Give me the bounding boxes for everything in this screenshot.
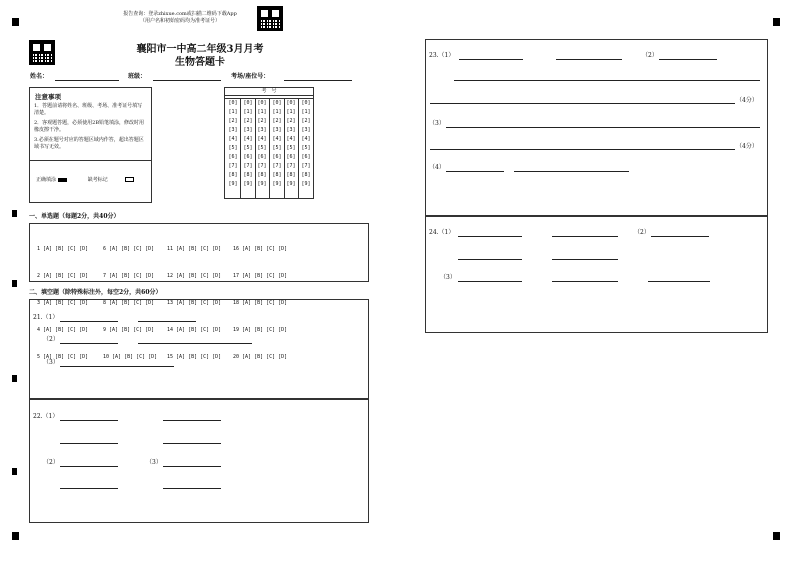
mc-row[interactable]: 14 [A] [B] [C] [D] xyxy=(167,327,222,333)
mc-row[interactable]: 19 [A] [B] [C] [D] xyxy=(233,327,288,333)
exam-digit-bubble[interactable]: [4] xyxy=(257,136,267,142)
missing-mark-checkbox[interactable] xyxy=(125,177,134,182)
exam-digit-bubble[interactable]: [6] xyxy=(286,154,296,160)
exam-digit-bubble[interactable]: [2] xyxy=(243,118,253,124)
registration-mark xyxy=(773,532,780,540)
q23-score: （4分） xyxy=(736,143,758,150)
notes-box xyxy=(29,87,152,203)
answer-line[interactable] xyxy=(552,236,618,237)
qr-code-icon xyxy=(29,40,55,65)
exam-digit-column xyxy=(270,99,284,189)
exam-digit-bubble[interactable]: [4] xyxy=(301,136,311,142)
timing-mark xyxy=(12,468,17,475)
registration-mark xyxy=(773,18,780,26)
answer-line[interactable] xyxy=(552,259,618,260)
exam-digit-bubble[interactable]: [5] xyxy=(243,145,253,151)
room-seat-label: 考场/座位号： xyxy=(231,73,270,80)
exam-digit-column xyxy=(241,99,255,189)
exam-digit-bubble[interactable]: [4] xyxy=(272,136,282,142)
exam-digit-bubble[interactable]: [3] xyxy=(257,127,267,133)
exam-digit-bubble[interactable]: [9] xyxy=(243,181,253,187)
exam-digit-bubble[interactable]: [0] xyxy=(243,100,253,106)
answer-line[interactable] xyxy=(651,236,709,237)
registration-mark xyxy=(12,18,19,26)
answer-line[interactable] xyxy=(514,171,629,172)
exam-digit-bubble[interactable]: [1] xyxy=(228,109,238,115)
exam-digit-bubble[interactable]: [6] xyxy=(228,154,238,160)
room-seat-field[interactable] xyxy=(284,80,352,81)
exam-digit-bubble[interactable]: [7] xyxy=(272,163,282,169)
exam-digit-bubble[interactable]: [9] xyxy=(286,181,296,187)
page-subtitle: 生物答题卡 xyxy=(175,57,225,68)
exam-number-header: 考 号 xyxy=(225,88,313,96)
q23-part2-label: （2） xyxy=(642,52,658,59)
exam-digit-bubble[interactable]: [0] xyxy=(272,100,282,106)
answer-line[interactable] xyxy=(556,59,622,60)
exam-digit-bubble[interactable]: [7] xyxy=(286,163,296,169)
qr-code-icon[interactable] xyxy=(257,6,283,31)
mc-row[interactable]: 11 [A] [B] [C] [D] xyxy=(167,246,222,252)
exam-digit-bubble[interactable]: [1] xyxy=(286,109,296,115)
exam-digit-bubble[interactable]: [8] xyxy=(243,172,253,178)
exam-digit-bubble[interactable]: [5] xyxy=(272,145,282,151)
q22-part3-label: （3） xyxy=(146,459,162,466)
exam-digit-bubble[interactable]: [3] xyxy=(228,127,238,133)
exam-digit-bubble[interactable]: [9] xyxy=(301,181,311,187)
name-label: 姓名： xyxy=(30,73,49,80)
mc-row[interactable]: 10 [A] [B] [C] [D] xyxy=(103,354,158,360)
answer-line[interactable] xyxy=(446,171,504,172)
exam-digit-column xyxy=(255,99,269,189)
q23-part3-label: （3） xyxy=(429,120,445,127)
answer-line[interactable] xyxy=(458,259,522,260)
exam-digit-column xyxy=(299,99,313,189)
mc-row[interactable]: 12 [A] [B] [C] [D] xyxy=(167,273,222,279)
q21-answer-box xyxy=(29,299,369,399)
notes-item: 3.必须在题号对应的答题区域内作答，超出答题区域书写无效。 xyxy=(34,137,144,150)
answer-line[interactable] xyxy=(659,59,717,60)
exam-digit-bubble[interactable]: [3] xyxy=(272,127,282,133)
exam-digit-bubble[interactable]: [4] xyxy=(286,136,296,142)
correct-fill-label: 正确填涂 xyxy=(36,177,57,183)
q23-part4-label: （4） xyxy=(429,164,445,171)
exam-digit-bubble[interactable]: [1] xyxy=(301,109,311,115)
class-label: 班级： xyxy=(128,73,147,80)
exam-digit-bubble[interactable]: [9] xyxy=(272,181,282,187)
mc-row[interactable]: 5 [A] [B] [C] [D] xyxy=(37,354,89,360)
q22-part2-label: （2） xyxy=(43,459,59,466)
q21-part2-label: （2） xyxy=(43,336,59,343)
exam-digit-bubble[interactable]: [4] xyxy=(243,136,253,142)
q21-part3-label: （3） xyxy=(43,359,59,366)
q21-label: 21.（1） xyxy=(33,314,59,321)
page-title: 襄阳市一中高二年级3月月考 xyxy=(136,44,264,55)
answer-line[interactable] xyxy=(138,343,252,344)
exam-digit-bubble[interactable]: [3] xyxy=(243,127,253,133)
q24-answer-box xyxy=(425,216,768,333)
exam-digit-bubble[interactable]: [1] xyxy=(257,109,267,115)
exam-digit-bubble[interactable]: [2] xyxy=(272,118,282,124)
answer-line[interactable] xyxy=(458,236,522,237)
exam-digit-bubble[interactable]: [0] xyxy=(228,100,238,106)
mc-row[interactable]: 8 [A] [B] [C] [D] xyxy=(103,300,155,306)
exam-digit-bubble[interactable]: [5] xyxy=(257,145,267,151)
report-notice: 报告查询：登录zhixue.com或扫描二维码下载App （用户名和初始密码均为准考证号） xyxy=(123,11,237,24)
exam-digit-column xyxy=(226,99,240,189)
exam-digit-bubble[interactable]: [8] xyxy=(272,172,282,178)
exam-digit-bubble[interactable]: [2] xyxy=(301,118,311,124)
mc-row[interactable]: 13 [A] [B] [C] [D] xyxy=(167,300,222,306)
exam-digit-bubble[interactable]: [8] xyxy=(257,172,267,178)
exam-digit-bubble[interactable]: [7] xyxy=(228,163,238,169)
answer-line[interactable] xyxy=(163,466,221,467)
exam-digit-bubble[interactable]: [7] xyxy=(301,163,311,169)
exam-digit-bubble[interactable]: [0] xyxy=(301,100,311,106)
answer-line[interactable] xyxy=(648,281,710,282)
answer-line[interactable] xyxy=(430,149,735,150)
exam-digit-bubble[interactable]: [6] xyxy=(301,154,311,160)
timing-mark xyxy=(12,280,17,287)
answer-line[interactable] xyxy=(458,281,522,282)
exam-digit-bubble[interactable]: [0] xyxy=(257,100,267,106)
answer-line[interactable] xyxy=(60,321,118,322)
exam-digit-bubble[interactable]: [5] xyxy=(301,145,311,151)
name-field[interactable] xyxy=(55,80,119,81)
answer-line[interactable] xyxy=(138,321,196,322)
timing-mark xyxy=(12,210,17,217)
registration-mark xyxy=(12,532,19,540)
answer-line[interactable] xyxy=(163,443,221,444)
exam-digit-bubble[interactable]: [8] xyxy=(286,172,296,178)
answer-line[interactable] xyxy=(60,343,118,344)
answer-line[interactable] xyxy=(60,488,118,489)
exam-digit-bubble[interactable]: [7] xyxy=(257,163,267,169)
exam-digit-bubble[interactable]: [6] xyxy=(272,154,282,160)
notes-title: 注意事项 xyxy=(35,93,61,101)
answer-line[interactable] xyxy=(60,443,118,444)
exam-digit-bubble[interactable]: [2] xyxy=(257,118,267,124)
exam-digit-bubble[interactable]: [5] xyxy=(228,145,238,151)
exam-digit-bubble[interactable]: [7] xyxy=(243,163,253,169)
answer-line[interactable] xyxy=(430,103,735,104)
exam-digit-bubble[interactable]: [6] xyxy=(243,154,253,160)
notes-item: 1．答题前请将姓名、班级、考场、准考证号填写清楚。 xyxy=(34,103,143,116)
exam-digit-bubble[interactable]: [3] xyxy=(301,127,311,133)
mc-row[interactable]: 3 [A] [B] [C] [D] xyxy=(37,300,89,306)
mc-row[interactable]: 16 [A] [B] [C] [D] xyxy=(233,246,288,252)
exam-digit-bubble[interactable]: [9] xyxy=(228,181,238,187)
answer-line[interactable] xyxy=(60,466,118,467)
mc-row[interactable]: 4 [A] [B] [C] [D] xyxy=(37,327,89,333)
q24-part3-label: （3） xyxy=(440,274,456,281)
q22-answer-box xyxy=(29,399,369,523)
q24-label: 24.（1） xyxy=(429,229,455,236)
answer-line[interactable] xyxy=(446,127,760,128)
exam-number-grid xyxy=(224,87,314,199)
q23-label: 23.（1） xyxy=(429,52,455,59)
exam-digit-bubble[interactable]: [2] xyxy=(228,118,238,124)
exam-digit-bubble[interactable]: [6] xyxy=(257,154,267,160)
mc-row[interactable]: 17 [A] [B] [C] [D] xyxy=(233,273,288,279)
q24-part2-label: （2） xyxy=(634,229,650,236)
answer-line[interactable] xyxy=(552,281,618,282)
notes-list xyxy=(34,103,146,151)
missing-label: 缺考标记 xyxy=(87,177,108,183)
exam-digit-bubble[interactable]: [1] xyxy=(243,109,253,115)
exam-digit-bubble[interactable]: [8] xyxy=(301,172,311,178)
exam-digit-bubble[interactable]: [3] xyxy=(286,127,296,133)
q23-score: （4分） xyxy=(736,97,758,104)
mc-row[interactable]: 15 [A] [B] [C] [D] xyxy=(167,354,222,360)
q23-answer-box xyxy=(425,39,768,216)
filled-mark-icon xyxy=(58,178,67,182)
exam-digit-bubble[interactable]: [5] xyxy=(286,145,296,151)
exam-digit-bubble[interactable]: [9] xyxy=(257,181,267,187)
answer-line[interactable] xyxy=(163,420,221,421)
answer-line[interactable] xyxy=(459,59,523,60)
mc-row[interactable]: 18 [A] [B] [C] [D] xyxy=(233,300,288,306)
exam-digit-bubble[interactable]: [1] xyxy=(272,109,282,115)
exam-digit-bubble[interactable]: [4] xyxy=(228,136,238,142)
section1-title: 一、单选题（每题2分，共40分） xyxy=(29,213,120,220)
exam-digit-bubble[interactable]: [0] xyxy=(286,100,296,106)
q22-label: 22.（1） xyxy=(33,413,59,420)
mc-row[interactable]: 6 [A] [B] [C] [D] xyxy=(103,246,155,252)
class-field[interactable] xyxy=(153,80,221,81)
answer-line[interactable] xyxy=(454,80,760,81)
notes-item: 2．客观题答题，必须使用2B铅笔填涂，修改时用橡皮擦干净。 xyxy=(34,120,145,133)
mc-row[interactable]: 2 [A] [B] [C] [D] xyxy=(37,273,89,279)
answer-line[interactable] xyxy=(163,488,221,489)
timing-mark xyxy=(12,375,17,382)
answer-line[interactable] xyxy=(60,366,174,367)
fill-example xyxy=(36,177,134,184)
mc-row[interactable]: 1 [A] [B] [C] [D] xyxy=(37,246,89,252)
section2-title: 二、填空题（除特殊标注外，每空2分，共60分） xyxy=(29,289,162,296)
answer-line[interactable] xyxy=(60,420,118,421)
exam-digit-bubble[interactable]: [2] xyxy=(286,118,296,124)
exam-digit-bubble[interactable]: [8] xyxy=(228,172,238,178)
mc-row[interactable]: 7 [A] [B] [C] [D] xyxy=(103,273,155,279)
mc-row[interactable]: 20 [A] [B] [C] [D] xyxy=(233,354,288,360)
mc-row[interactable]: 9 [A] [B] [C] [D] xyxy=(103,327,155,333)
exam-digit-column xyxy=(284,99,298,189)
